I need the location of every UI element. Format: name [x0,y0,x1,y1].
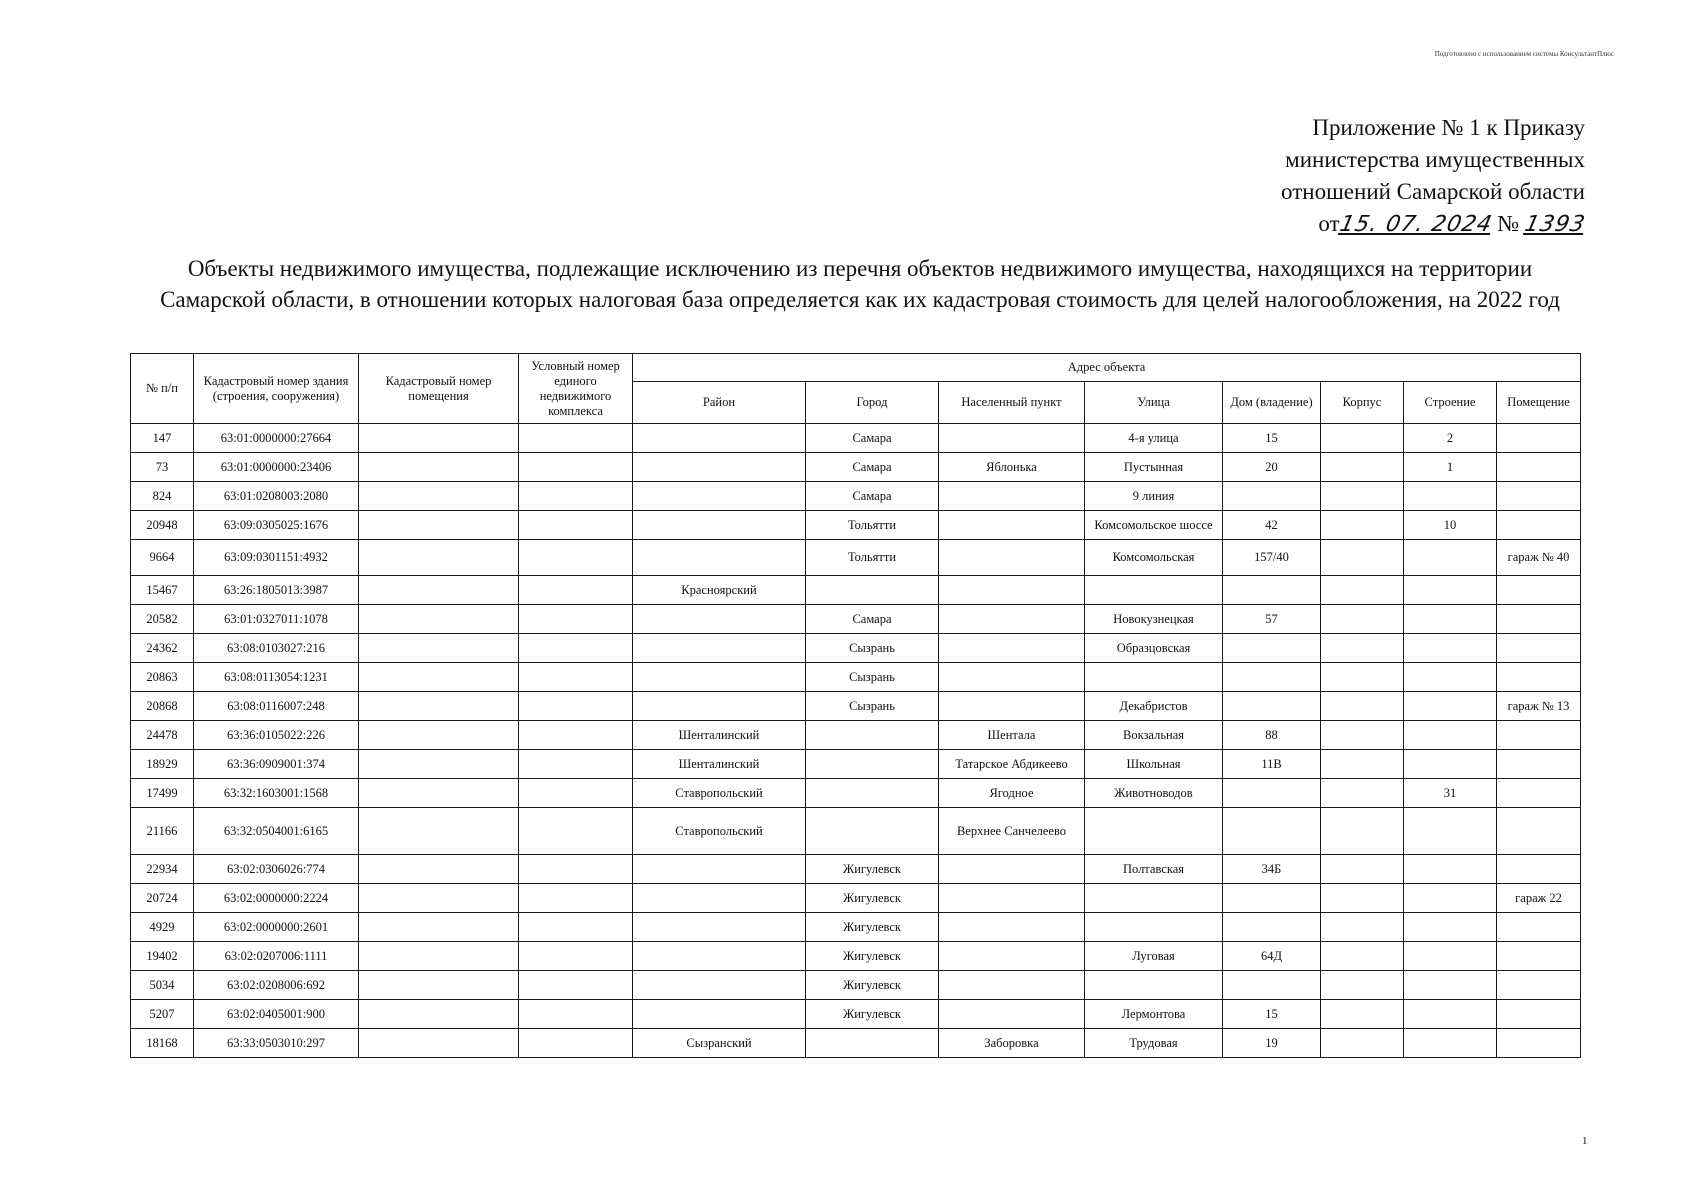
house-cell: 64Д [1223,942,1321,971]
row-number: 20724 [131,884,194,913]
appendix-line-3: отношений Самарской области [1281,179,1585,204]
room-cadastral-cell [359,721,519,750]
korpus-cell [1321,721,1404,750]
korpus-cell [1321,971,1404,1000]
street-cell: Луговая [1085,942,1223,971]
city-cell: Жигулевск [806,855,939,884]
col-header-num: № п/п [131,354,194,424]
room-cell [1497,971,1581,1000]
room-cadastral-cell [359,576,519,605]
building-cadastral-cell: 63:02:0000000:2224 [194,884,359,913]
structure-cell [1404,605,1497,634]
structure-cell [1404,1029,1497,1058]
city-cell [806,779,939,808]
room-cell [1497,808,1581,855]
structure-cell [1404,576,1497,605]
house-cell [1223,779,1321,808]
structure-cell [1404,971,1497,1000]
col-header-building-cadastral: Кадастровый номер здания (строения, сооружения) [194,354,359,424]
room-cell [1497,634,1581,663]
city-cell: Жигулевск [806,942,939,971]
city-cell: Жигулевск [806,884,939,913]
korpus-cell [1321,605,1404,634]
house-cell: 88 [1223,721,1321,750]
building-cadastral-cell: 63:09:0301151:4932 [194,540,359,576]
street-cell: Школьная [1085,750,1223,779]
room-cell: гараж 22 [1497,884,1581,913]
city-cell: Сызрань [806,692,939,721]
district-cell [633,884,806,913]
room-cadastral-cell [359,1000,519,1029]
settlement-cell [939,424,1085,453]
settlement-cell: Яблонька [939,453,1085,482]
district-cell: Красноярский [633,576,806,605]
conditional-number-cell [519,424,633,453]
street-cell: Комсомольская [1085,540,1223,576]
street-cell: Вокзальная [1085,721,1223,750]
settlement-cell [939,576,1085,605]
conditional-number-cell [519,808,633,855]
korpus-cell [1321,453,1404,482]
room-cadastral-cell [359,692,519,721]
street-cell [1085,663,1223,692]
conditional-number-cell [519,913,633,942]
table-row [131,511,1581,540]
street-cell: Трудовая [1085,1029,1223,1058]
settlement-cell: Верхнее Санчелеево [939,808,1085,855]
table-row [131,453,1581,482]
appendix-line-1: Приложение № 1 к Приказу [1312,115,1585,140]
room-cadastral-cell [359,942,519,971]
room-cadastral-cell [359,1029,519,1058]
house-cell: 157/40 [1223,540,1321,576]
building-cadastral-cell: 63:01:0000000:23406 [194,453,359,482]
settlement-cell [939,855,1085,884]
house-cell [1223,913,1321,942]
structure-cell [1404,634,1497,663]
room-cadastral-cell [359,482,519,511]
property-table [130,353,1581,1058]
row-number: 5207 [131,1000,194,1029]
house-cell: 11В [1223,750,1321,779]
room-cell [1497,453,1581,482]
room-cadastral-cell [359,453,519,482]
building-cadastral-cell: 63:36:0105022:226 [194,721,359,750]
table-row [131,1000,1581,1029]
row-number: 20948 [131,511,194,540]
room-cell [1497,1029,1581,1058]
conditional-number-cell [519,1000,633,1029]
col-header-room-cadastral: Кадастровый номер помещения [359,354,519,424]
city-cell: Самара [806,605,939,634]
city-cell: Самара [806,482,939,511]
street-cell: Лермонтова [1085,1000,1223,1029]
korpus-cell [1321,808,1404,855]
korpus-cell [1321,884,1404,913]
korpus-cell [1321,750,1404,779]
city-cell [806,750,939,779]
col-header-district: Район [633,382,806,424]
table-row [131,942,1581,971]
district-cell: Ставропольский [633,779,806,808]
row-number: 24362 [131,634,194,663]
table-row [131,482,1581,511]
room-cell [1497,721,1581,750]
street-cell: 4-я улица [1085,424,1223,453]
house-cell: 34Б [1223,855,1321,884]
korpus-cell [1321,511,1404,540]
from-label: от [1318,211,1340,236]
room-cell [1497,605,1581,634]
korpus-cell [1321,692,1404,721]
building-cadastral-cell: 63:02:0000000:2601 [194,913,359,942]
street-cell: Декабристов [1085,692,1223,721]
building-cadastral-cell: 63:01:0000000:27664 [194,424,359,453]
building-cadastral-cell: 63:09:0305025:1676 [194,511,359,540]
room-cell [1497,942,1581,971]
conditional-number-cell [519,663,633,692]
street-cell [1085,808,1223,855]
settlement-cell [939,511,1085,540]
settlement-cell [939,971,1085,1000]
city-cell: Сызрань [806,663,939,692]
room-cadastral-cell [359,808,519,855]
building-cadastral-cell: 63:01:0208003:2080 [194,482,359,511]
col-header-conditional-number: Условный номер единого недвижимого комплекса [519,354,633,424]
col-header-address: Адрес объекта [633,354,1581,382]
appendix-block [1000,112,1588,241]
district-cell [633,663,806,692]
col-header-room: Помещение [1497,382,1581,424]
room-cell [1497,913,1581,942]
korpus-cell [1321,779,1404,808]
room-cadastral-cell [359,605,519,634]
row-number: 18168 [131,1029,194,1058]
street-cell: Новокузнецкая [1085,605,1223,634]
house-cell [1223,808,1321,855]
room-cell [1497,424,1581,453]
room-cell [1497,1000,1581,1029]
page-number: 1 [1582,1135,1588,1147]
city-cell [806,576,939,605]
building-cadastral-cell: 63:01:0327011:1078 [194,605,359,634]
table-row [131,855,1581,884]
city-cell: Жигулевск [806,913,939,942]
row-number: 19402 [131,942,194,971]
settlement-cell: Татарское Абдикеево [939,750,1085,779]
district-cell [633,855,806,884]
house-cell [1223,884,1321,913]
district-cell [633,1000,806,1029]
row-number: 21166 [131,808,194,855]
structure-cell [1404,482,1497,511]
table-row [131,721,1581,750]
house-cell: 15 [1223,1000,1321,1029]
row-number: 15467 [131,576,194,605]
room-cadastral-cell [359,634,519,663]
col-header-street: Улица [1085,382,1223,424]
korpus-cell [1321,540,1404,576]
header-note: Подготовлено с использованием системы КонсультантПлюс [1434,50,1614,58]
conditional-number-cell [519,576,633,605]
structure-cell [1404,884,1497,913]
handwritten-number: 1393 [1522,212,1588,237]
row-number: 9664 [131,540,194,576]
conditional-number-cell [519,511,633,540]
settlement-cell [939,1000,1085,1029]
row-number: 5034 [131,971,194,1000]
table-row [131,540,1581,576]
row-number: 22934 [131,855,194,884]
street-cell [1085,884,1223,913]
conditional-number-cell [519,692,633,721]
conditional-number-cell [519,453,633,482]
col-header-settlement: Населенный пункт [939,382,1085,424]
district-cell [633,971,806,1000]
house-cell: 57 [1223,605,1321,634]
korpus-cell [1321,482,1404,511]
row-number: 18929 [131,750,194,779]
settlement-cell [939,540,1085,576]
korpus-cell [1321,576,1404,605]
room-cadastral-cell [359,511,519,540]
district-cell [633,692,806,721]
building-cadastral-cell: 63:36:0909001:374 [194,750,359,779]
city-cell: Тольятти [806,540,939,576]
conditional-number-cell [519,540,633,576]
building-cadastral-cell: 63:26:1805013:3987 [194,576,359,605]
room-cell [1497,511,1581,540]
korpus-cell [1321,663,1404,692]
table-row [131,913,1581,942]
appendix-line-2: министерства имущественных [1285,147,1585,172]
korpus-cell [1321,1000,1404,1029]
building-cadastral-cell: 63:02:0207006:1111 [194,942,359,971]
conditional-number-cell [519,884,633,913]
row-number: 147 [131,424,194,453]
room-cell: гараж № 13 [1497,692,1581,721]
city-cell: Тольятти [806,511,939,540]
handwritten-date: 15. 07. 2024 [1337,212,1495,237]
table-row [131,1029,1581,1058]
conditional-number-cell [519,855,633,884]
district-cell [633,424,806,453]
room-cadastral-cell [359,855,519,884]
settlement-cell [939,942,1085,971]
building-cadastral-cell: 63:32:1603001:1568 [194,779,359,808]
city-cell: Сызрань [806,634,939,663]
korpus-cell [1321,855,1404,884]
conditional-number-cell [519,779,633,808]
building-cadastral-cell: 63:08:0116007:248 [194,692,359,721]
row-number: 20582 [131,605,194,634]
row-number: 17499 [131,779,194,808]
room-cadastral-cell [359,913,519,942]
room-cadastral-cell [359,424,519,453]
korpus-cell [1321,424,1404,453]
street-cell [1085,576,1223,605]
building-cadastral-cell: 63:08:0103027:216 [194,634,359,663]
table-row [131,424,1581,453]
city-cell: Самара [806,424,939,453]
conditional-number-cell [519,750,633,779]
district-cell [633,511,806,540]
house-cell [1223,576,1321,605]
building-cadastral-cell: 63:08:0113054:1231 [194,663,359,692]
room-cadastral-cell [359,540,519,576]
settlement-cell [939,605,1085,634]
conditional-number-cell [519,605,633,634]
structure-cell [1404,808,1497,855]
table-row [131,750,1581,779]
district-cell [633,942,806,971]
street-cell [1085,971,1223,1000]
structure-cell [1404,663,1497,692]
table-row [131,808,1581,855]
room-cell: гараж № 40 [1497,540,1581,576]
room-cell [1497,576,1581,605]
street-cell: 9 линия [1085,482,1223,511]
house-cell [1223,482,1321,511]
col-header-structure: Строение [1404,382,1497,424]
district-cell [633,913,806,942]
structure-cell [1404,913,1497,942]
room-cell [1497,750,1581,779]
city-cell: Самара [806,453,939,482]
building-cadastral-cell: 63:02:0405001:900 [194,1000,359,1029]
room-cell [1497,855,1581,884]
house-cell [1223,663,1321,692]
korpus-cell [1321,942,1404,971]
street-cell [1085,913,1223,942]
settlement-cell [939,482,1085,511]
settlement-cell: Шентала [939,721,1085,750]
house-cell: 15 [1223,424,1321,453]
room-cadastral-cell [359,750,519,779]
structure-cell: 31 [1404,779,1497,808]
district-cell [633,605,806,634]
settlement-cell: Ягодное [939,779,1085,808]
street-cell: Пустынная [1085,453,1223,482]
street-cell: Полтавская [1085,855,1223,884]
district-cell [633,453,806,482]
settlement-cell [939,692,1085,721]
district-cell: Шенталинский [633,750,806,779]
room-cadastral-cell [359,971,519,1000]
conditional-number-cell [519,1029,633,1058]
street-cell: Образцовская [1085,634,1223,663]
street-cell: Животноводов [1085,779,1223,808]
city-cell [806,1029,939,1058]
table-row [131,605,1581,634]
house-cell: 20 [1223,453,1321,482]
row-number: 4929 [131,913,194,942]
settlement-cell [939,884,1085,913]
structure-cell [1404,855,1497,884]
korpus-cell [1321,634,1404,663]
table-row [131,663,1581,692]
structure-cell [1404,692,1497,721]
table-row [131,779,1581,808]
room-cadastral-cell [359,884,519,913]
room-cell [1497,482,1581,511]
room-cell [1497,779,1581,808]
appendix-date-line [1000,208,1588,241]
col-header-house: Дом (владение) [1223,382,1321,424]
col-header-building: Корпус [1321,382,1404,424]
korpus-cell [1321,1029,1404,1058]
document-title: Объекты недвижимого имущества, подлежащие исключению из перечня объектов недвижимого имущества, находящихся на территории Самарской области, в отношении которых налоговая база определяется как их кадастровая стоимость для целей налогообложения, на 2022 год [160,256,1560,312]
house-cell: 19 [1223,1029,1321,1058]
building-cadastral-cell: 63:02:0208006:692 [194,971,359,1000]
structure-cell [1404,1000,1497,1029]
structure-cell [1404,721,1497,750]
structure-cell [1404,942,1497,971]
settlement-cell [939,634,1085,663]
settlement-cell: Заборовка [939,1029,1085,1058]
room-cadastral-cell [359,779,519,808]
city-cell: Жигулевск [806,971,939,1000]
settlement-cell [939,663,1085,692]
table-row [131,692,1581,721]
city-cell [806,721,939,750]
col-header-city: Город [806,382,939,424]
korpus-cell [1321,913,1404,942]
row-number: 73 [131,453,194,482]
conditional-number-cell [519,721,633,750]
conditional-number-cell [519,482,633,511]
room-cadastral-cell [359,663,519,692]
settlement-cell [939,913,1085,942]
district-cell [633,540,806,576]
district-cell [633,482,806,511]
city-cell: Жигулевск [806,1000,939,1029]
conditional-number-cell [519,971,633,1000]
structure-cell: 2 [1404,424,1497,453]
row-number: 24478 [131,721,194,750]
building-cadastral-cell: 63:33:0503010:297 [194,1029,359,1058]
table-row [131,971,1581,1000]
district-cell: Ставропольский [633,808,806,855]
building-cadastral-cell: 63:02:0306026:774 [194,855,359,884]
number-label: № [1497,211,1520,236]
structure-cell [1404,540,1497,576]
row-number: 824 [131,482,194,511]
table-row [131,576,1581,605]
table-row [131,884,1581,913]
conditional-number-cell [519,634,633,663]
city-cell [806,808,939,855]
table-row [131,634,1581,663]
district-cell: Сызранский [633,1029,806,1058]
house-cell [1223,692,1321,721]
street-cell: Комсомольское шоссе [1085,511,1223,540]
house-cell: 42 [1223,511,1321,540]
row-number: 20868 [131,692,194,721]
row-number: 20863 [131,663,194,692]
conditional-number-cell [519,942,633,971]
structure-cell: 1 [1404,453,1497,482]
structure-cell [1404,750,1497,779]
house-cell [1223,634,1321,663]
structure-cell: 10 [1404,511,1497,540]
district-cell [633,634,806,663]
building-cadastral-cell: 63:32:0504001:6165 [194,808,359,855]
room-cell [1497,663,1581,692]
house-cell [1223,971,1321,1000]
district-cell: Шенталинский [633,721,806,750]
